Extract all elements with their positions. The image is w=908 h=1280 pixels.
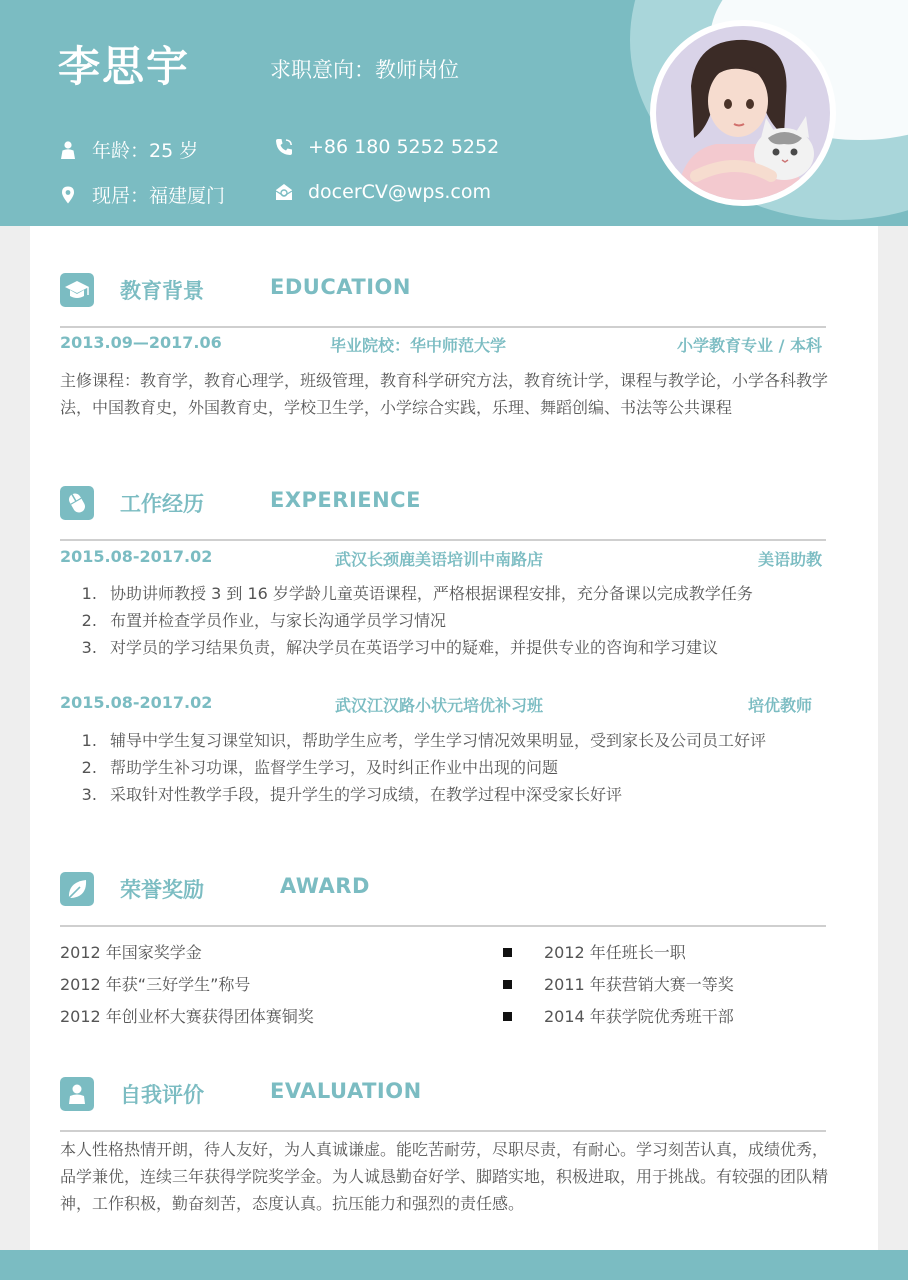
bullet-square-icon (503, 948, 512, 957)
phone-text: +86 180 5252 5252 (308, 136, 500, 158)
bullet-square-icon (503, 980, 512, 989)
section-divider (60, 925, 826, 927)
section-evaluation-header (60, 1077, 826, 1137)
section-title-en: AWARD (280, 874, 370, 898)
education-period: 2013.09—2017.06 (60, 333, 222, 352)
job-duties-list (60, 727, 862, 808)
user-badge-icon (60, 1077, 94, 1111)
graduation-cap-icon (60, 273, 94, 307)
job-period: 2015.08-2017.02 (60, 547, 213, 566)
location-text: 现居：福建厦门 (92, 185, 226, 207)
section-title-en: EDUCATION (270, 275, 411, 299)
duty-item: 1. 辅导中学生复习课堂知识，帮助学生应考，学生学习情况效果明显，受到家长及公司员工好评 (102, 727, 862, 754)
job-duties-list (60, 580, 862, 661)
award-text: 2012 年任班长一职 (544, 943, 686, 962)
section-divider (60, 326, 826, 328)
duty-item: 3. 对学员的学习结果负责，解决学员在英语学习中的疑难，并提供专业的咨询和学习建议 (102, 634, 862, 661)
duty-item: 1. 协助讲师教授 3 到 16 岁学龄儿童英语课程，严格根据课程安排，充分备课以完成教学任务 (102, 580, 862, 607)
email-text: docerCV@wps.com (308, 181, 492, 203)
person-icon (58, 140, 78, 160)
section-title-cn: 自我评价 (120, 1083, 204, 1107)
resume-header (0, 0, 908, 226)
job-row (60, 547, 822, 571)
avatar (650, 20, 836, 206)
phone-info (274, 136, 499, 158)
award-item: 2012 年国家奖学金 (60, 943, 202, 962)
award-list-left (60, 940, 314, 1036)
section-title-cn: 荣誉奖励 (120, 878, 204, 902)
section-title-en: EVALUATION (270, 1079, 422, 1103)
self-evaluation-text: 本人性格热情开朗，待人友好，为人真诚谦虚。能吃苦耐劳，尽职尽责，有耐心。学习刻苦认真，成绩优秀，品学兼优，连续三年获得学院奖学金。为人诚恳勤奋好学、脚踏实地，积极进取，用于挑战。有较强的团队精神，工作积极，勤奋刻苦，态度认真。抗压能力和强烈的责任感。 (60, 1140, 829, 1213)
section-title-en: EXPERIENCE (270, 488, 421, 512)
award-item (503, 972, 734, 1004)
job-company: 武汉长颈鹿美语培训中南路店 (335, 550, 544, 569)
duty-item: 2. 帮助学生补习功课，监督学生学习，及时纠正作业中出现的问题 (102, 754, 862, 781)
location-pin-icon (58, 185, 78, 205)
section-experience-header (60, 486, 826, 546)
email-info (274, 181, 491, 203)
section-divider (60, 1130, 826, 1132)
award-text: 2014 年获学院优秀班干部 (544, 1007, 734, 1026)
award-item (503, 940, 734, 972)
mail-icon (274, 182, 294, 202)
education-major: 小学教育专业 / 本科 (677, 336, 822, 355)
age-info (58, 136, 198, 163)
leaf-icon (60, 872, 94, 906)
award-text: 2011 年获营销大赛一等奖 (544, 975, 734, 994)
duty-item: 2. 布置并检查学员作业，与家长沟通学员学习情况 (102, 607, 862, 634)
section-education-header (60, 273, 826, 333)
education-courses: 主修课程：教育学，教育心理学，班级管理，教育科学研究方法，教育统计学，课程与教学论，小学各科教学法，中国教育史，外国教育史，学校卫生学，小学综合实践，乐理、舞蹈创编、书法等公共课程 (60, 371, 829, 417)
job-row (60, 693, 822, 717)
section-title-cn: 教育背景 (120, 279, 204, 303)
footer-bar (0, 1250, 908, 1280)
job-intent: 求职意向：教师岗位 (270, 58, 459, 82)
job-role: 培优教师 (747, 696, 812, 715)
award-list-right (503, 940, 734, 1036)
section-title-cn: 工作经历 (120, 492, 204, 516)
award-item: 2012 年获“三好学生”称号 (60, 975, 251, 994)
award-item: 2012 年创业杯大赛获得团体赛铜奖 (60, 1007, 314, 1026)
job-role: 美语助教 (757, 550, 822, 569)
education-school: 毕业院校：华中师范大学 (330, 336, 507, 355)
location-info (58, 181, 225, 208)
avatar-illustration (656, 26, 830, 200)
section-divider (60, 539, 826, 541)
job-period: 2015.08-2017.02 (60, 693, 213, 712)
section-award-header (60, 872, 826, 932)
award-item (503, 1004, 734, 1036)
mouse-icon (60, 486, 94, 520)
education-row (60, 333, 822, 357)
candidate-name: 李思宇 (58, 42, 191, 91)
duty-item: 3. 采取针对性教学手段，提升学生的学习成绩，在教学过程中深受家长好评 (102, 781, 862, 808)
job-company: 武汉江汉路小状元培优补习班 (335, 696, 544, 715)
bullet-square-icon (503, 1012, 512, 1021)
phone-icon (274, 137, 294, 157)
age-text: 年龄：25 岁 (92, 140, 199, 162)
